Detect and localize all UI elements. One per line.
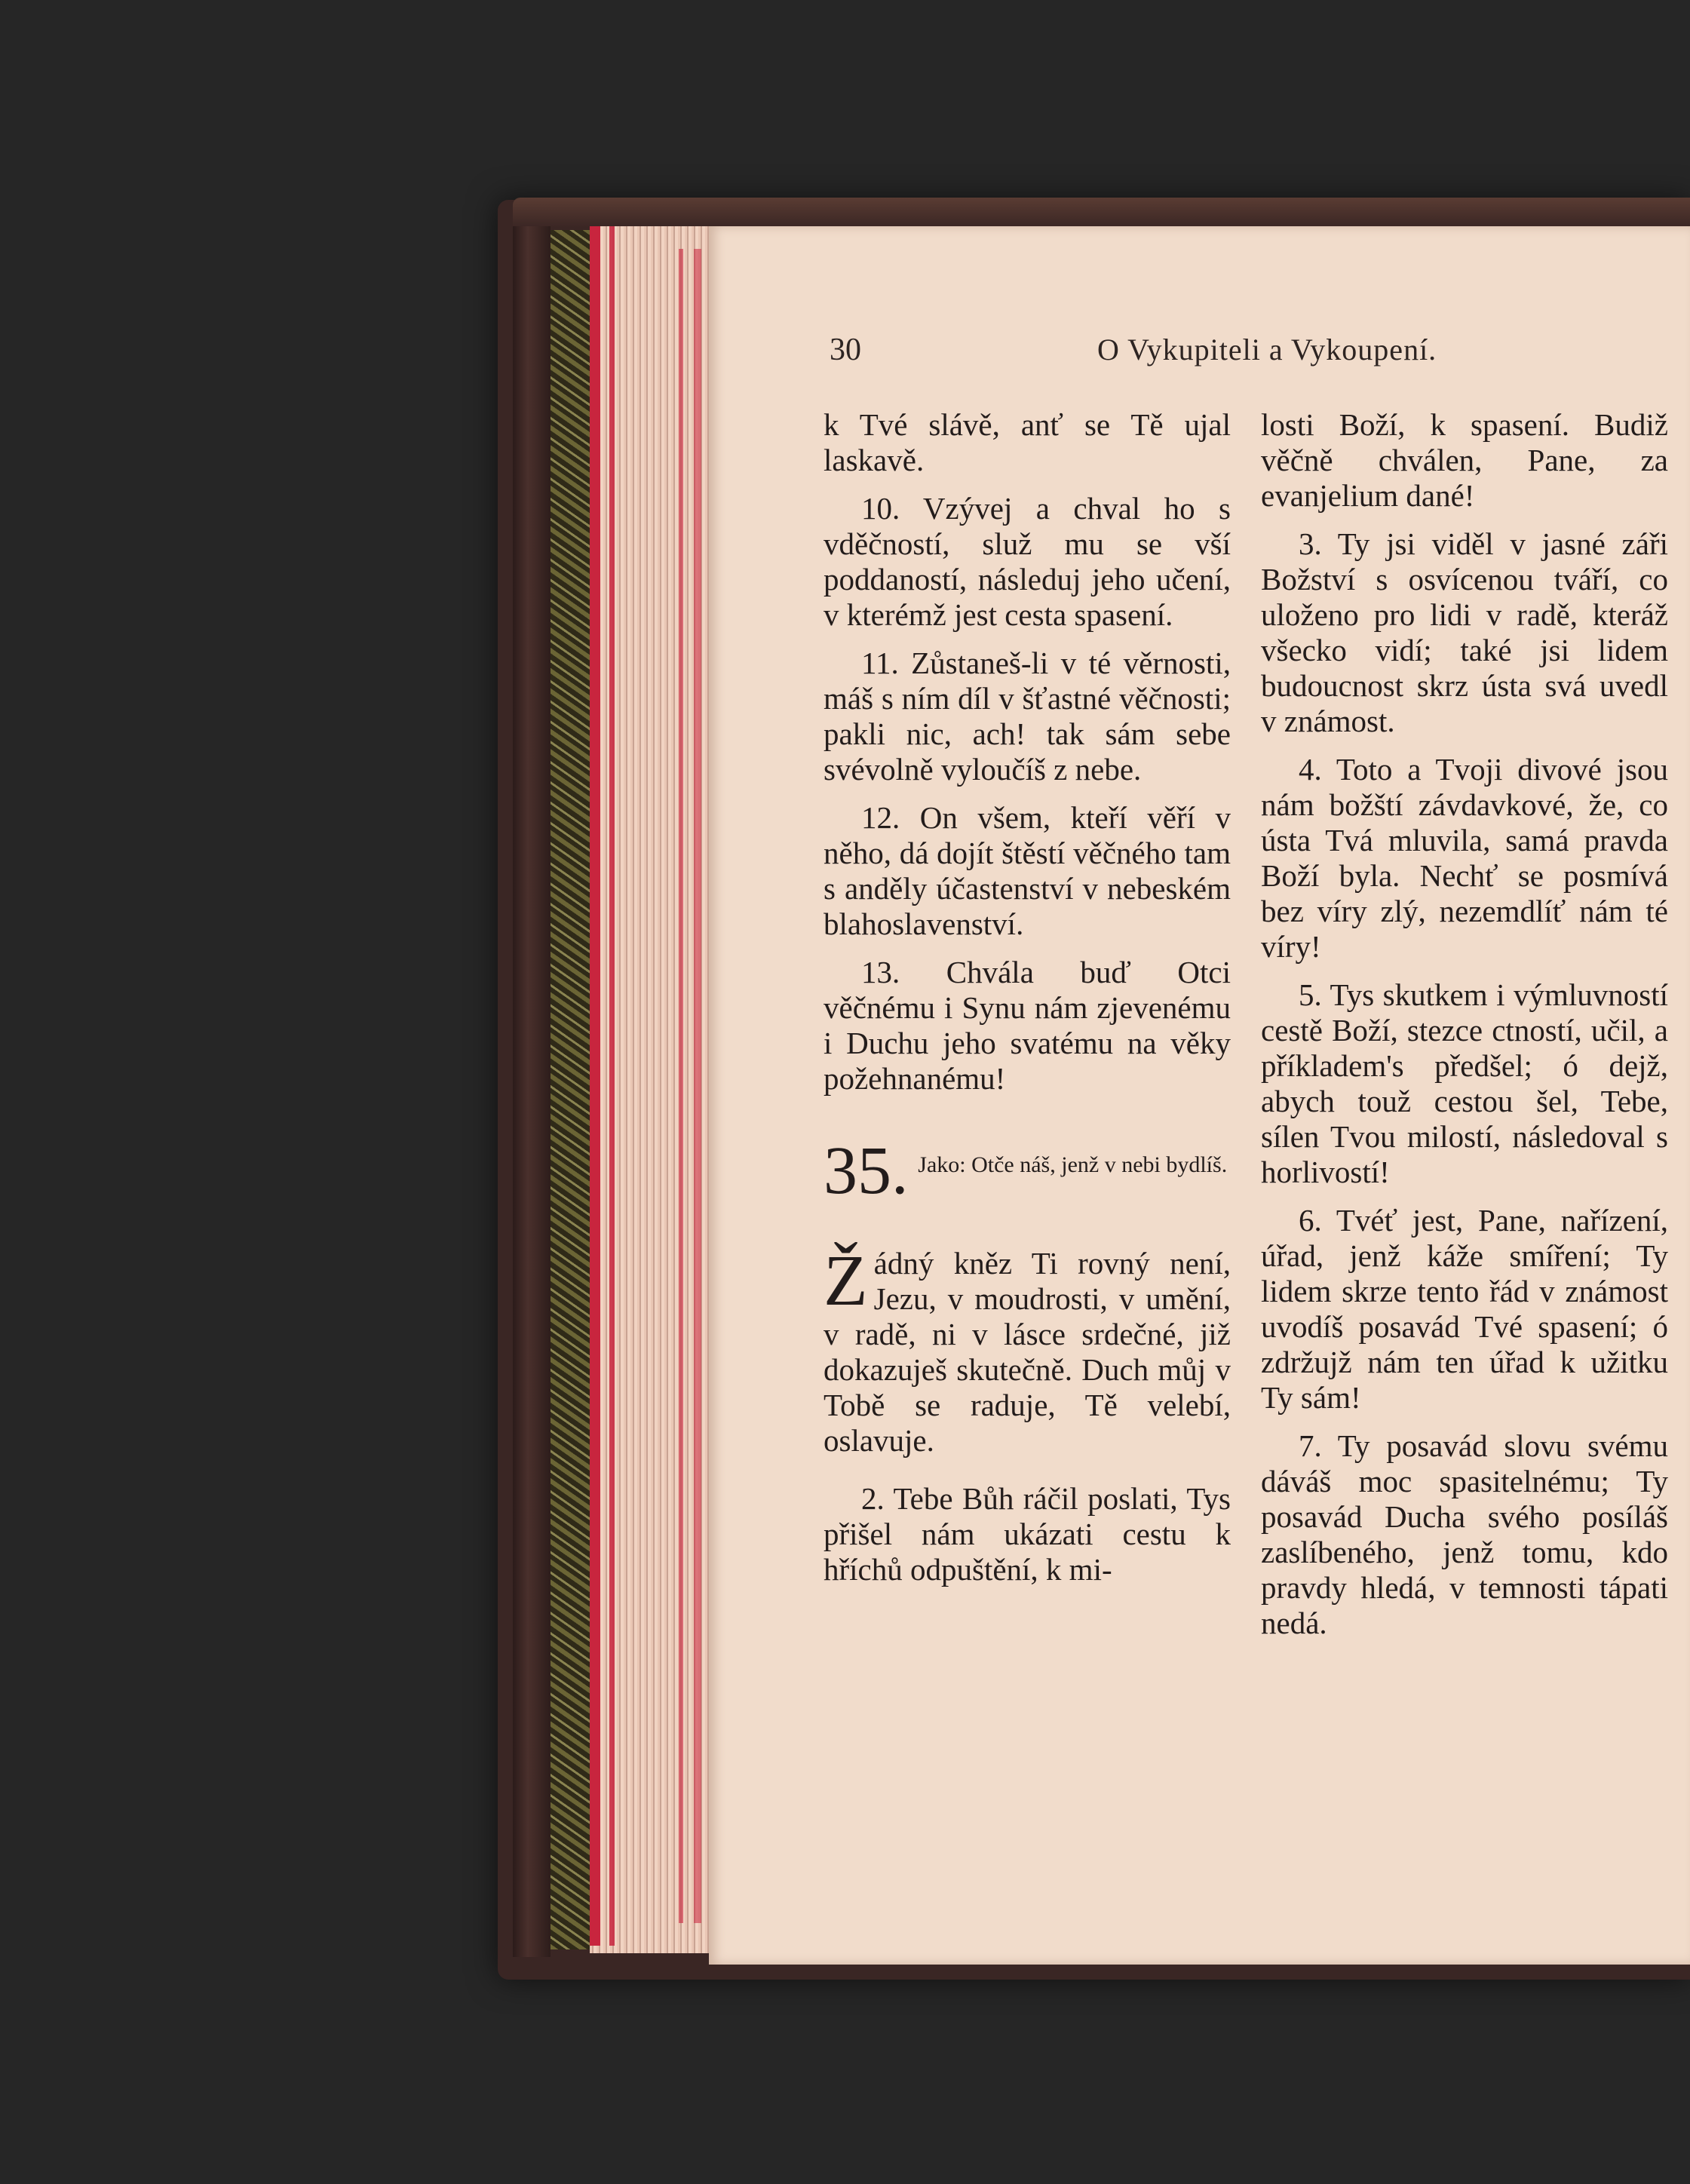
hymn-verse-2: 2. Tebe Bůh ráčil poslati, Tys přišel nám ukázati cestu k hříchů odpuštění, k mi- [824,1481,1231,1587]
red-page-edge [590,226,600,1946]
page-number: 30 [830,333,861,367]
left-text-column [824,407,1231,1600]
red-page-edge [679,249,683,1923]
drop-cap: Ž [824,1240,868,1321]
paragraph: k Tvé slávě, anť se Tě ujal laskavě. [824,407,1231,477]
running-title: O Vykupiteli a Vykoupení. [1097,333,1437,367]
verse-13: 13. Chvála buď Otci věčnému i Synu nám zjevenému i Duchu jeho svatému na věky požehnanému! [824,955,1231,1096]
hymn-verse-4: 4. Toto a Tvoji divové jsou nám božští závdavkové, že, co ústa Tvá mluvila, samá pravda Boží byla. Nechť se posmívá bez víry zlý, nezemdlíť nám té víry! [1261,752,1668,964]
hymn-verse-5: 5. Tys skutkem i výmluvností cestě Boží, stezce ctností, učil, a příkladem's předšel; ó dejž, abych touž cestou šel, Tebe, sílen Tvou milostí, následoval s horlivostí! [1261,977,1668,1189]
verse-12: 12. On všem, kteří věří v něho, dá dojít štěstí věčného tam s anděly účastenství v nebeském blahoslavenství. [824,800,1231,941]
marbled-endpaper [551,230,590,1949]
red-page-edge [609,226,615,1946]
book-spine [513,226,551,1957]
right-text-column [1261,407,1668,1654]
red-page-edge [694,249,701,1923]
hymn-verse-7: 7. Ty posavád slovu svému dáváš moc spasitelnému; Ty posavád Ducha svého posíláš zaslíbeného, jenž tomu, kdo pravdy hledá, v temnosti tápati nedá. [1261,1428,1668,1640]
hymn-verse-3: 3. Ty jsi viděl v jasné záři Božství s osvícenou tváří, co uloženo pro lidi v radě, kteráž všecko vidí; také jsi lidem budoucnost skrz ústa svá uvedl v známost. [1261,526,1668,738]
hymn-number: 35. [824,1133,909,1208]
hymn-verse-1-text: ádný kněz Ti rovný není, Jezu, v moudrosti, v umění, v radě, ni v lásce srdečné, již dokazuješ skutečně. Duch můj v Tobě se raduje, Tě velebí, oslavuje. [824,1246,1231,1458]
hymn-tune: Jako: Otče náš, jenž v nebi bydlíš. [918,1152,1228,1177]
paragraph: losti Boží, k spasení. Budiž věčně chválen, Pane, za evanjelium dané! [1261,407,1668,513]
page-stack-edges [590,226,710,1953]
hymn-verse-1 [824,1240,1231,1459]
hymn-heading [824,1133,1231,1208]
hymn-verse-6: 6. Tvéť jest, Pane, nařízení, úřad, jenž káže smíření; Ty lidem skrze tento řád v známost uvodíš posavád Tvé spasení; ó zdržujž nám ten úřad k užitku Ty sám! [1261,1203,1668,1415]
book-cover-top-edge [513,198,1690,228]
verse-11: 11. Zůstaneš-li v té věrnosti, máš s ním díl v šťastné věčnosti; pakli nic, ach! tak sám sebe svévolně vyloučíš z nebe. [824,646,1231,787]
verse-10: 10. Vzývej a chval ho s vděčností, služ mu se vší poddaností, následuj jeho učení, v kterémž jest cesta spasení. [824,491,1231,632]
